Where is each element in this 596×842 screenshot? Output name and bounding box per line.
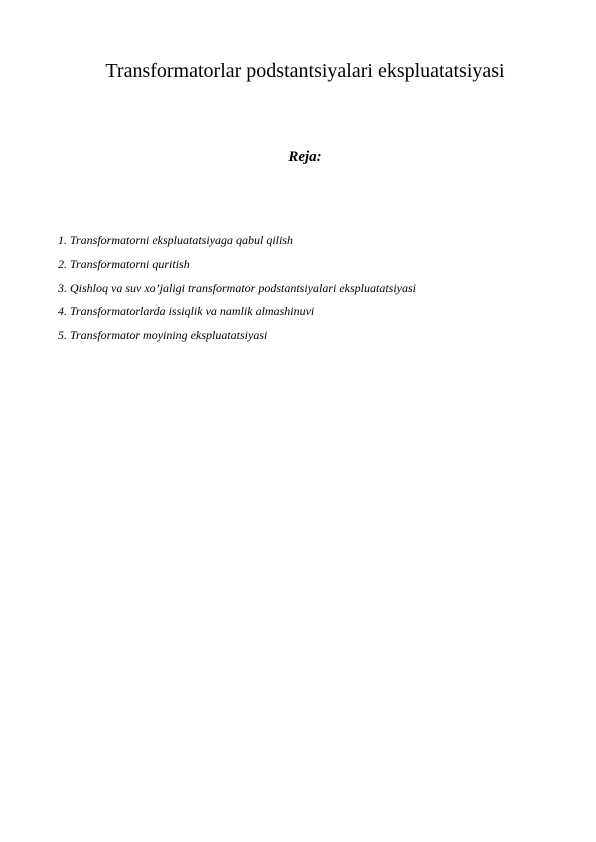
document-title: Transformatorlar podstantsiyalari ekspluatatsiyasi	[105, 60, 505, 82]
plan-item: 2. Transformatorni quritish	[58, 256, 190, 271]
plan-item: 1. Transformatorni ekspluatatsiyaga qabul qilish	[58, 233, 294, 247]
plan-heading: Reja:	[288, 149, 322, 165]
plan-item: 5. Transformator moyining ekspluatatsiyasi	[58, 328, 268, 343]
plan-item: 4. Transformatorlarda issiqlik va namlik almashinuvi	[58, 304, 315, 319]
plan-list	[58, 229, 558, 348]
plan-item: 3. Qishloq va suv xo’jaligi transformator podstantsiyalari ekspluatatsiyasi	[58, 280, 416, 295]
